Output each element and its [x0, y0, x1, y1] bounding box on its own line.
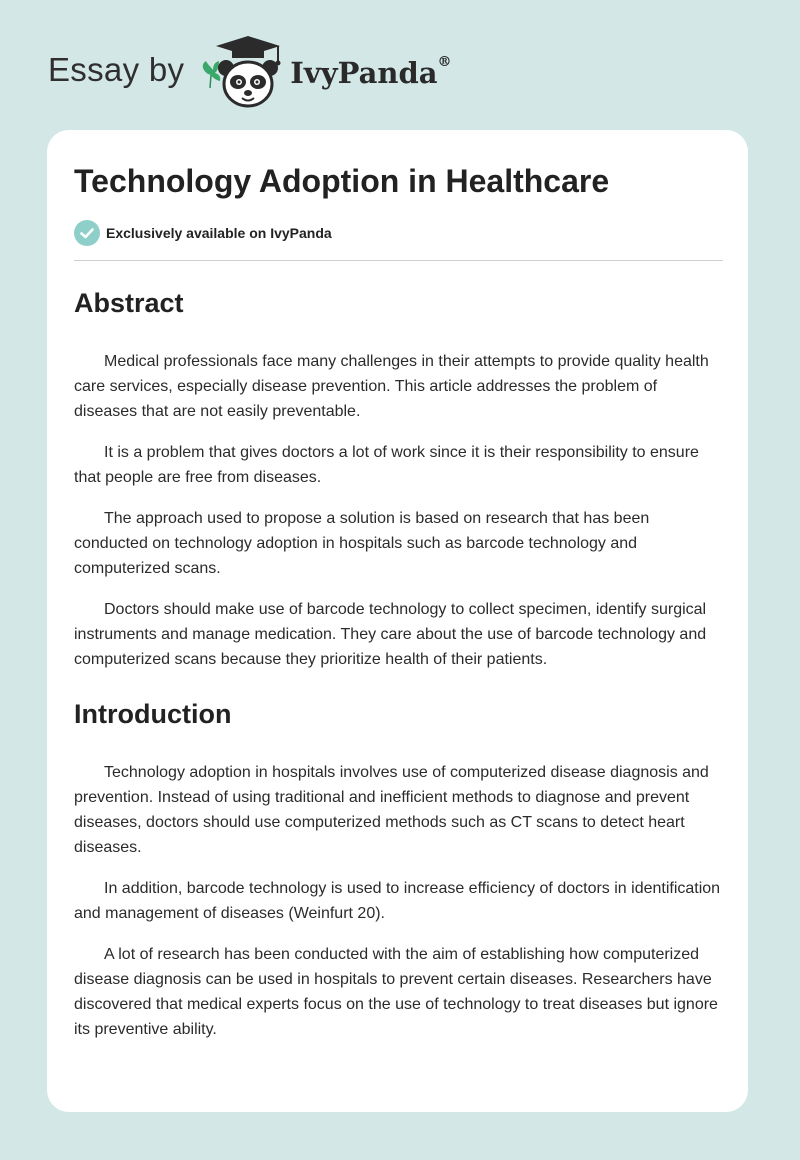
brand-name[interactable]: IvyPanda®: [290, 54, 452, 90]
section-heading-introduction: Introduction: [74, 699, 232, 729]
paragraph: It is a problem that gives doctors a lot of work since it is their responsibility to ensure that people are free from diseases.: [74, 444, 699, 486]
section-heading-abstract: Abstract: [74, 288, 184, 318]
paragraph: Technology adoption in hospitals involves use of computerized disease diagnosis and prevention. Instead of using traditional and inefficient methods to diagnose and prevent diseases, doctors should use computerized methods such as CT scans to detect heart diseases.: [74, 764, 709, 856]
divider: [74, 260, 723, 261]
exclusive-label: Exclusively available on IvyPanda: [106, 225, 332, 241]
site-header: [48, 34, 452, 114]
paragraph: Medical professionals face many challenges in their attempts to provide quality health care services, especially disease prevention. This article addresses the problem of diseases that are not easily preventable.: [74, 353, 709, 420]
paragraph: Doctors should make use of barcode technology to collect specimen, identify surgical instruments and manage medication. They care about the use of barcode technology and computerized scans because they prioritize health of their patients.: [74, 601, 707, 668]
paragraph: In addition, barcode technology is used to increase efficiency of doctors in identification and management of diseases (Weinfurt 20).: [74, 880, 721, 922]
essay-card: [47, 130, 748, 1112]
panda-graduate-icon: [198, 34, 288, 114]
article-body: [74, 278, 723, 1058]
paragraph: The approach used to propose a solution is based on research that has been conducted on technology adoption in hospitals such as barcode technology and computerized scans.: [74, 510, 650, 577]
check-circle-icon: [74, 220, 100, 246]
page-title: Technology Adoption in Healthcare: [74, 163, 610, 199]
paragraph: A lot of research has been conducted with the aim of establishing how computerized disease diagnosis can be used in hospitals to prevent certain diseases. Researchers have discovered that medical experts focus on the use of technology to treat diseases but ignore its preventive ability.: [74, 946, 718, 1038]
registered-mark: ®: [437, 54, 452, 70]
exclusive-badge: [74, 220, 332, 246]
essay-by-label: Essay by: [48, 51, 185, 88]
